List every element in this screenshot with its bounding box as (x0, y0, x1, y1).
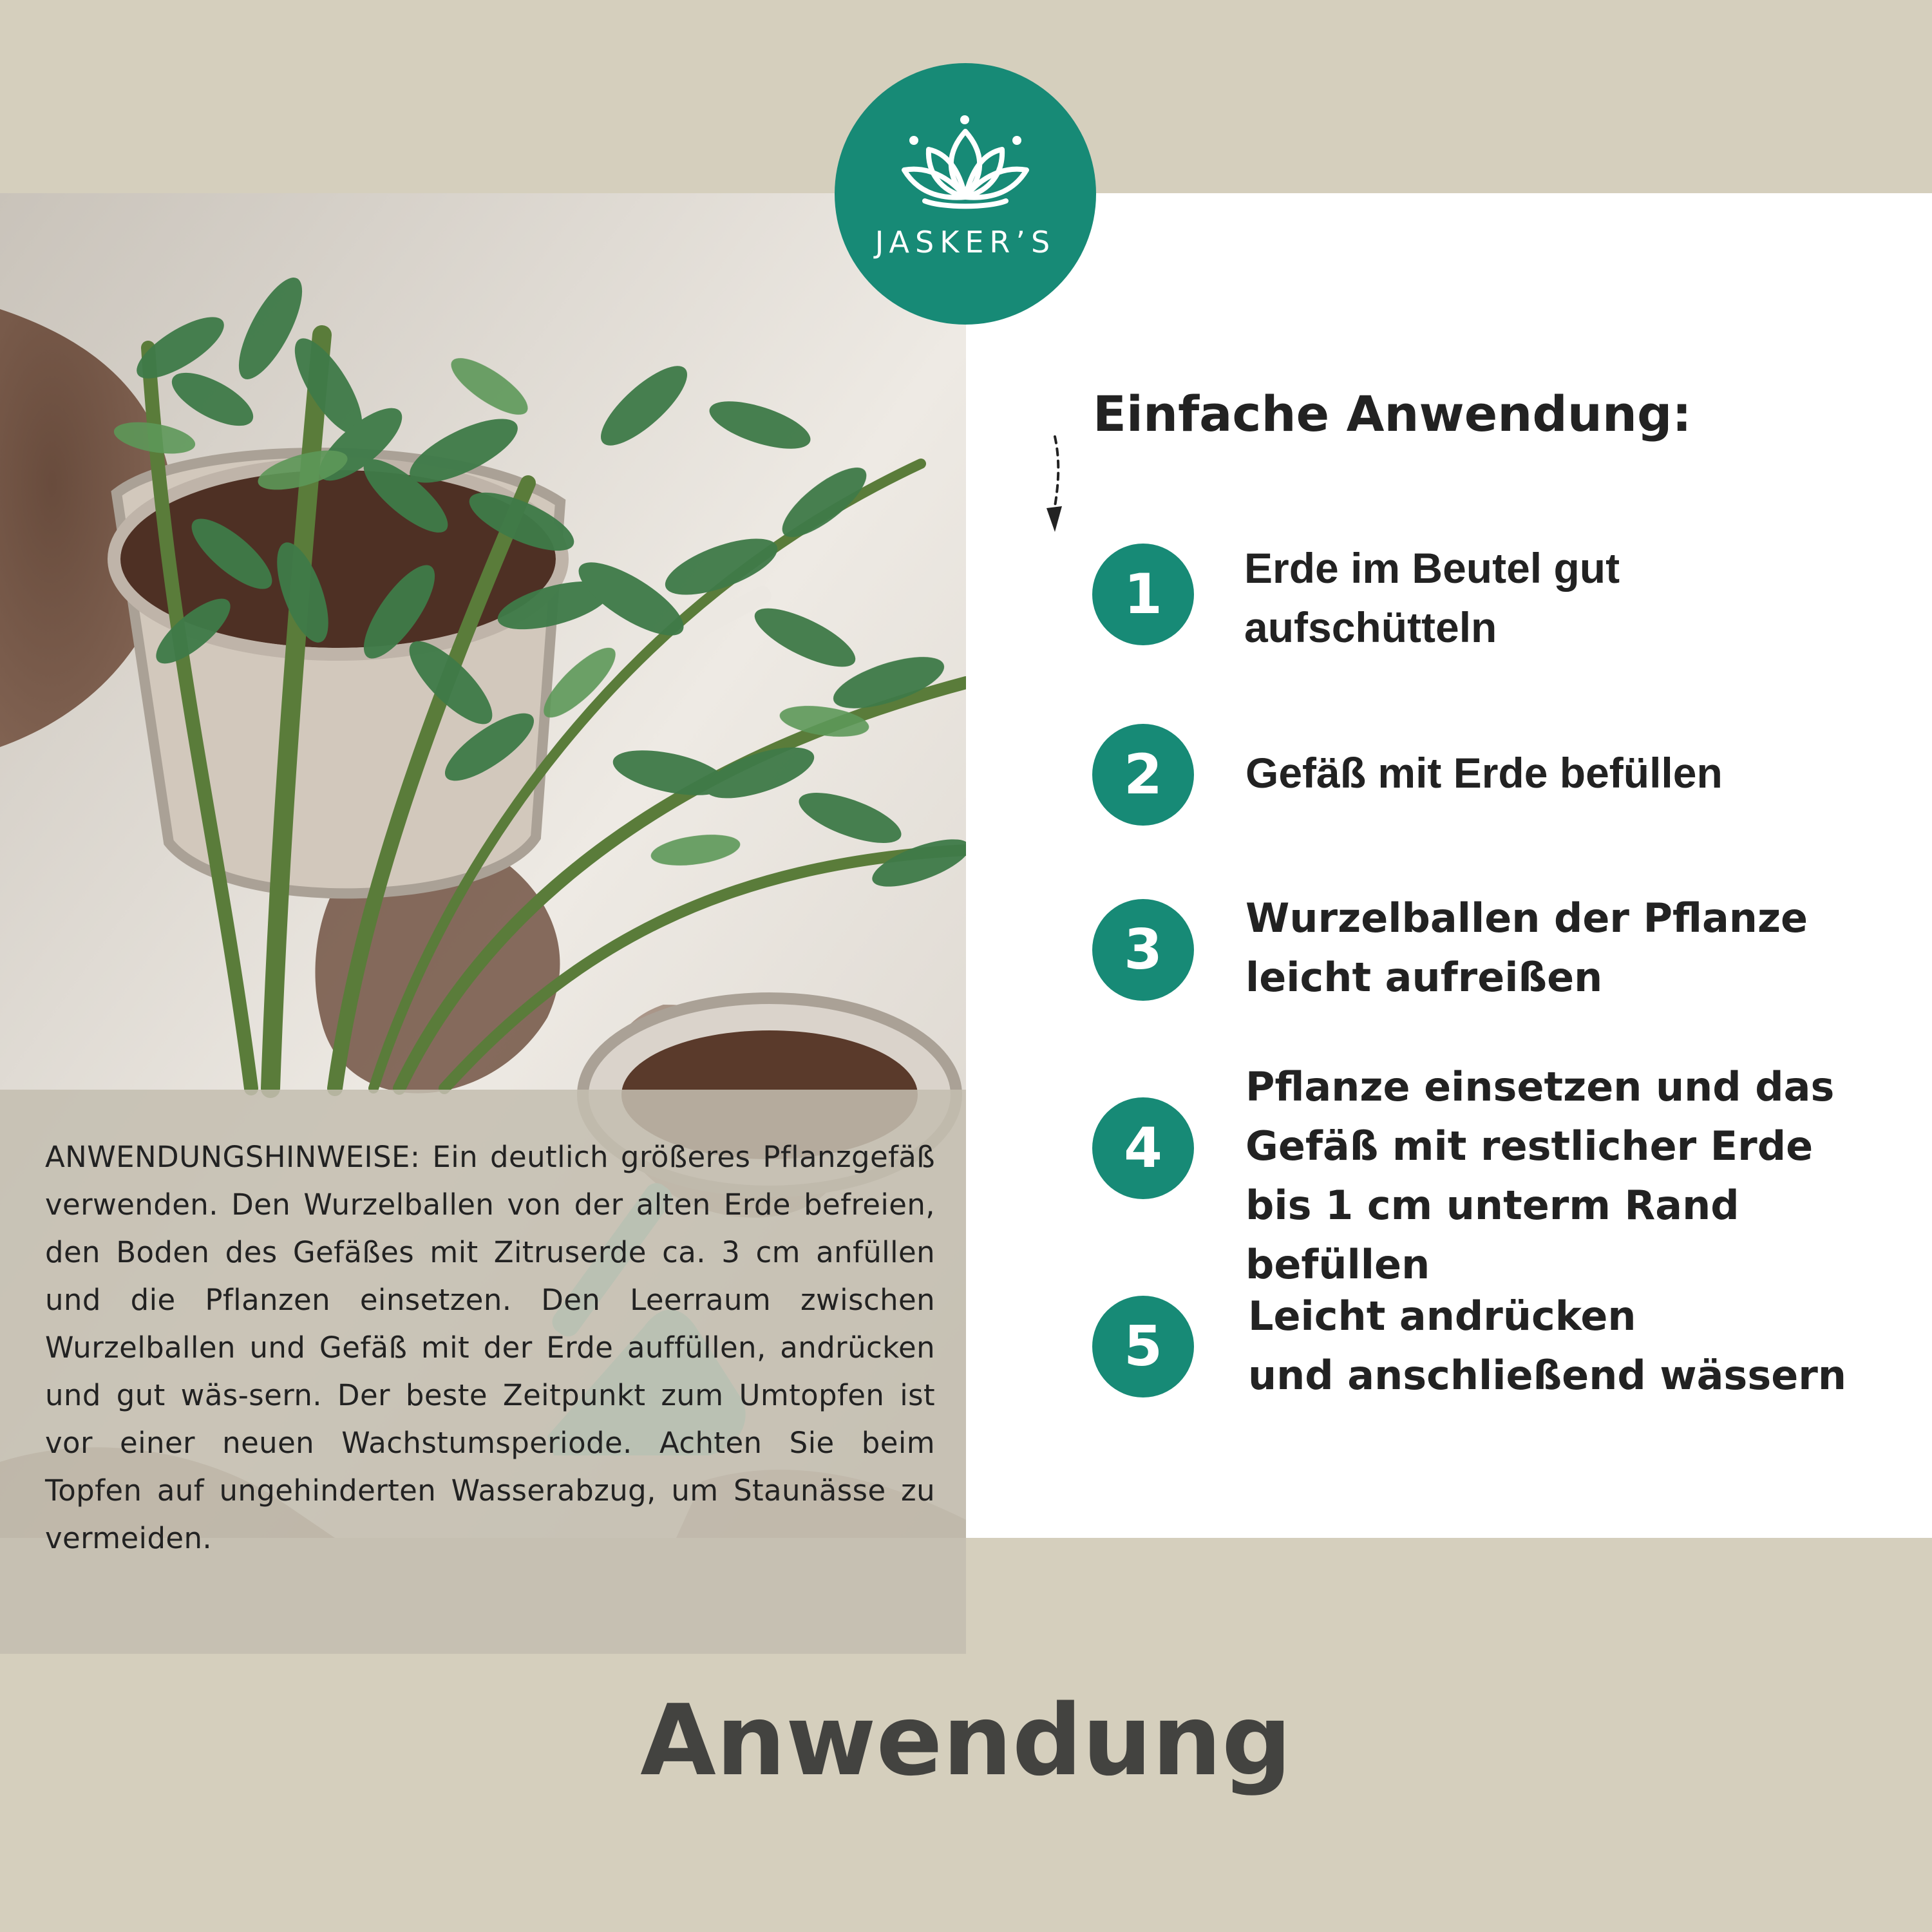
step-2-text: Gefäß mit Erde befüllen (1245, 749, 1723, 797)
dashed-arrow-icon (1042, 434, 1074, 542)
usage-hints-box (0, 1090, 966, 1654)
step-3-text: Wurzelballen der Pflanze leicht aufreißen (1245, 895, 1808, 1001)
step-3-number: 3 (1092, 899, 1194, 1001)
page-title: Anwendung (640, 1683, 1292, 1797)
plant-photo (0, 193, 966, 1555)
usage-hints-text: ANWENDUNGSHINWEISE: Ein deutlich größeres Pflanzgefäß verwenden. Den Wurzelballen von der alten Erde befreien, den Boden des Gefäßes mit Zitruserde ca. 3 cm anfüllen und die Pflanzen einsetzen. Den Leerraum zwischen Wurzelballen und Gefäß mit der Erde auffüllen, andrücken und gut wäs-sern. Der beste Zeitpunkt zum Umtopfen ist vor einer neuen Wachstumsperiode. Achten Sie beim Topfen auf ungehinderten Wasserabzug, um Staunässe zu vermeiden. (45, 1140, 935, 1555)
step-5-number: 5 (1092, 1296, 1194, 1397)
step-1-text: Erde im Beutel gut aufschütteln (1244, 544, 1620, 651)
instructions-heading: Einfache Anwendung: (1093, 385, 1692, 442)
step-4-number: 4 (1092, 1097, 1194, 1199)
step-2-number: 2 (1092, 724, 1194, 826)
brand-name: JASKER’S (875, 225, 1056, 260)
jaskers-logo (835, 63, 1096, 325)
step-4-text: Pflanze einsetzen und das Gefäß mit restlicher Erde bis 1 cm unterm Rand befüllen (1245, 1063, 1835, 1288)
step-1-number: 1 (1092, 544, 1194, 645)
step-5-text: Leicht andrücken und anschließend wässern (1248, 1293, 1847, 1399)
lotus-icon (886, 116, 1045, 213)
